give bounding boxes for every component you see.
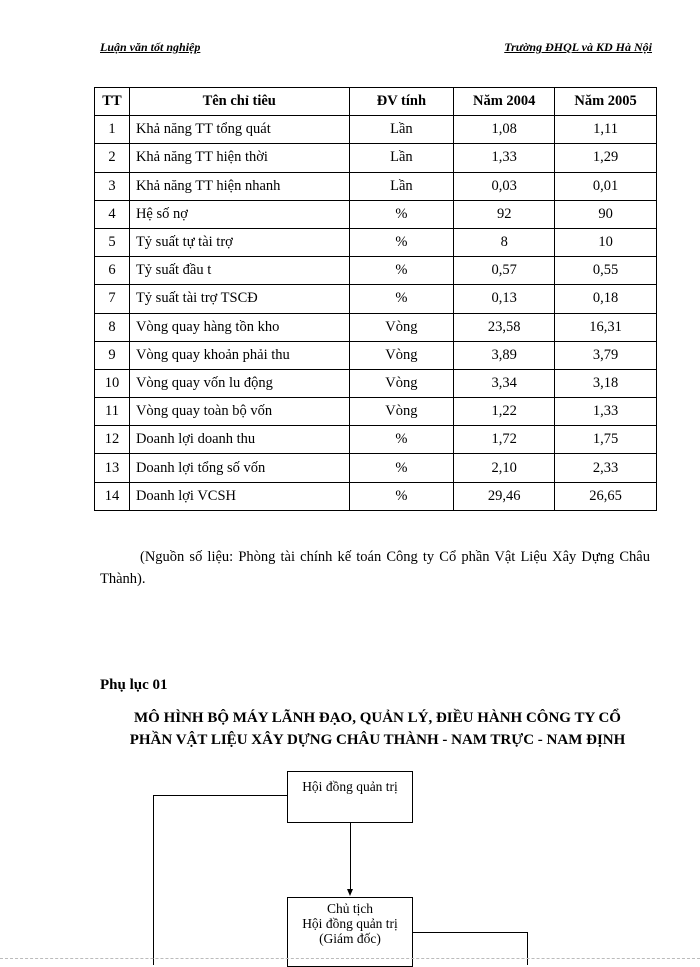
- cell-2004: 1,22: [454, 398, 555, 426]
- cell-2005: 3,18: [555, 369, 657, 397]
- cell-2005: 16,31: [555, 313, 657, 341]
- cell-unit: %: [349, 200, 454, 228]
- cell-name: Tỷ suất tài trợ TSCĐ: [129, 285, 349, 313]
- cell-2004: 0,57: [454, 257, 555, 285]
- cell-unit: Vòng: [349, 313, 454, 341]
- cell-2004: 92: [454, 200, 555, 228]
- cell-2004: 2,10: [454, 454, 555, 482]
- arrow-down-icon: [347, 889, 353, 896]
- table-row: [95, 369, 657, 397]
- cell-tt: 5: [95, 228, 130, 256]
- table-row: [95, 257, 657, 285]
- connector-left-vertical: [153, 795, 154, 965]
- cell-name: Khả năng TT hiện nhanh: [129, 172, 349, 200]
- cell-2004: 1,08: [454, 116, 555, 144]
- cell-name: Doanh lợi doanh thu: [129, 426, 349, 454]
- diagram-title-line-1: MÔ HÌNH BỘ MÁY LÃNH ĐẠO, QUẢN LÝ, ĐIỀU HÀNH CÔNG TY CỔ: [134, 710, 621, 726]
- cell-tt: 11: [95, 398, 130, 426]
- table-row: [95, 454, 657, 482]
- cell-tt: 14: [95, 482, 130, 510]
- cell-unit: %: [349, 257, 454, 285]
- org-box-board: [287, 771, 413, 823]
- cell-2004: 29,46: [454, 482, 555, 510]
- financial-ratio-table: [94, 87, 657, 511]
- cell-unit: %: [349, 454, 454, 482]
- cell-unit: %: [349, 482, 454, 510]
- cell-tt: 6: [95, 257, 130, 285]
- column-header-2004: Năm 2004: [454, 88, 555, 116]
- column-header-name: Tên chỉ tiêu: [129, 88, 349, 116]
- cell-unit: %: [349, 285, 454, 313]
- table-row: [95, 172, 657, 200]
- cell-name: Hệ số nợ: [129, 200, 349, 228]
- cell-2005: 0,55: [555, 257, 657, 285]
- cell-2005: 1,11: [555, 116, 657, 144]
- org-chair-line-3: (Giám đốc): [319, 931, 381, 946]
- cell-tt: 13: [95, 454, 130, 482]
- cell-2004: 1,33: [454, 144, 555, 172]
- table-header-row: [95, 88, 657, 116]
- header-right: Trường ĐHQL và KD Hà Nội: [504, 40, 652, 54]
- cell-2004: 1,72: [454, 426, 555, 454]
- cell-name: Tỷ suất tự tài trợ: [129, 228, 349, 256]
- cell-2005: 10: [555, 228, 657, 256]
- cell-name: Khả năng TT tổng quát: [129, 116, 349, 144]
- cell-2005: 1,33: [555, 398, 657, 426]
- cell-tt: 12: [95, 426, 130, 454]
- cell-2005: 1,75: [555, 426, 657, 454]
- table-row: [95, 228, 657, 256]
- cell-name: Vòng quay khoản phải thu: [129, 341, 349, 369]
- table-row: [95, 116, 657, 144]
- cell-2005: 3,79: [555, 341, 657, 369]
- cell-tt: 7: [95, 285, 130, 313]
- cell-name: Doanh lợi tổng số vốn: [129, 454, 349, 482]
- source-note: (Nguồn số liệu: Phòng tài chính kế toán Công ty Cổ phần Vật Liệu Xây Dựng Châu Thành).: [100, 549, 650, 587]
- cell-unit: Lần: [349, 144, 454, 172]
- table-row: [95, 398, 657, 426]
- cell-unit: Lần: [349, 116, 454, 144]
- cell-tt: 9: [95, 341, 130, 369]
- table-row: [95, 426, 657, 454]
- cell-2005: 0,18: [555, 285, 657, 313]
- cell-name: Vòng quay hàng tồn kho: [129, 313, 349, 341]
- cell-2005: 90: [555, 200, 657, 228]
- cell-2004: 0,03: [454, 172, 555, 200]
- cell-name: Khả năng TT hiện thời: [129, 144, 349, 172]
- cell-unit: Vòng: [349, 398, 454, 426]
- table-row: [95, 285, 657, 313]
- page-break-divider: [0, 958, 700, 959]
- cell-2004: 23,58: [454, 313, 555, 341]
- org-chair-line-1: Chủ tịch: [326, 901, 374, 916]
- org-chair-line-2: Hội đồng quản trị: [302, 916, 398, 931]
- table-row: [95, 313, 657, 341]
- cell-2005: 2,33: [555, 454, 657, 482]
- cell-name: Vòng quay vốn lu động: [129, 369, 349, 397]
- diagram-title-line-2: PHẦN VẬT LIỆU XÂY DỰNG CHÂU THÀNH - NAM TRỰC - NAM ĐỊNH: [129, 732, 626, 748]
- header-left: Luận văn tốt nghiệp: [100, 40, 201, 54]
- cell-unit: %: [349, 426, 454, 454]
- cell-tt: 2: [95, 144, 130, 172]
- cell-2005: 0,01: [555, 172, 657, 200]
- table-row: [95, 341, 657, 369]
- connector-right-horizontal: [413, 932, 527, 933]
- appendix-label: Phụ lục 01: [100, 677, 168, 693]
- cell-2005: 26,65: [555, 482, 657, 510]
- table-row: [95, 200, 657, 228]
- cell-tt: 10: [95, 369, 130, 397]
- cell-2005: 1,29: [555, 144, 657, 172]
- cell-name: Tỷ suất đầu t: [129, 257, 349, 285]
- org-box-chairman: [287, 897, 413, 967]
- column-header-2005: Năm 2005: [555, 88, 657, 116]
- cell-tt: 4: [95, 200, 130, 228]
- connector-center-vertical: [350, 823, 351, 889]
- cell-name: Vòng quay toàn bộ vốn: [129, 398, 349, 426]
- cell-unit: %: [349, 228, 454, 256]
- cell-unit: Vòng: [349, 369, 454, 397]
- org-box-board-label: Hội đồng quản trị: [302, 779, 398, 794]
- cell-unit: Lần: [349, 172, 454, 200]
- connector-right-vertical: [527, 932, 528, 965]
- cell-2004: 3,89: [454, 341, 555, 369]
- cell-name: Doanh lợi VCSH: [129, 482, 349, 510]
- cell-unit: Vòng: [349, 341, 454, 369]
- column-header-unit: ĐV tính: [349, 88, 454, 116]
- diagram-title: [90, 707, 665, 751]
- cell-2004: 8: [454, 228, 555, 256]
- cell-tt: 1: [95, 116, 130, 144]
- cell-tt: 8: [95, 313, 130, 341]
- cell-2004: 0,13: [454, 285, 555, 313]
- column-header-tt: TT: [95, 88, 130, 116]
- table-row: [95, 482, 657, 510]
- cell-2004: 3,34: [454, 369, 555, 397]
- connector-left-horizontal: [153, 795, 287, 796]
- cell-tt: 3: [95, 172, 130, 200]
- table-row: [95, 144, 657, 172]
